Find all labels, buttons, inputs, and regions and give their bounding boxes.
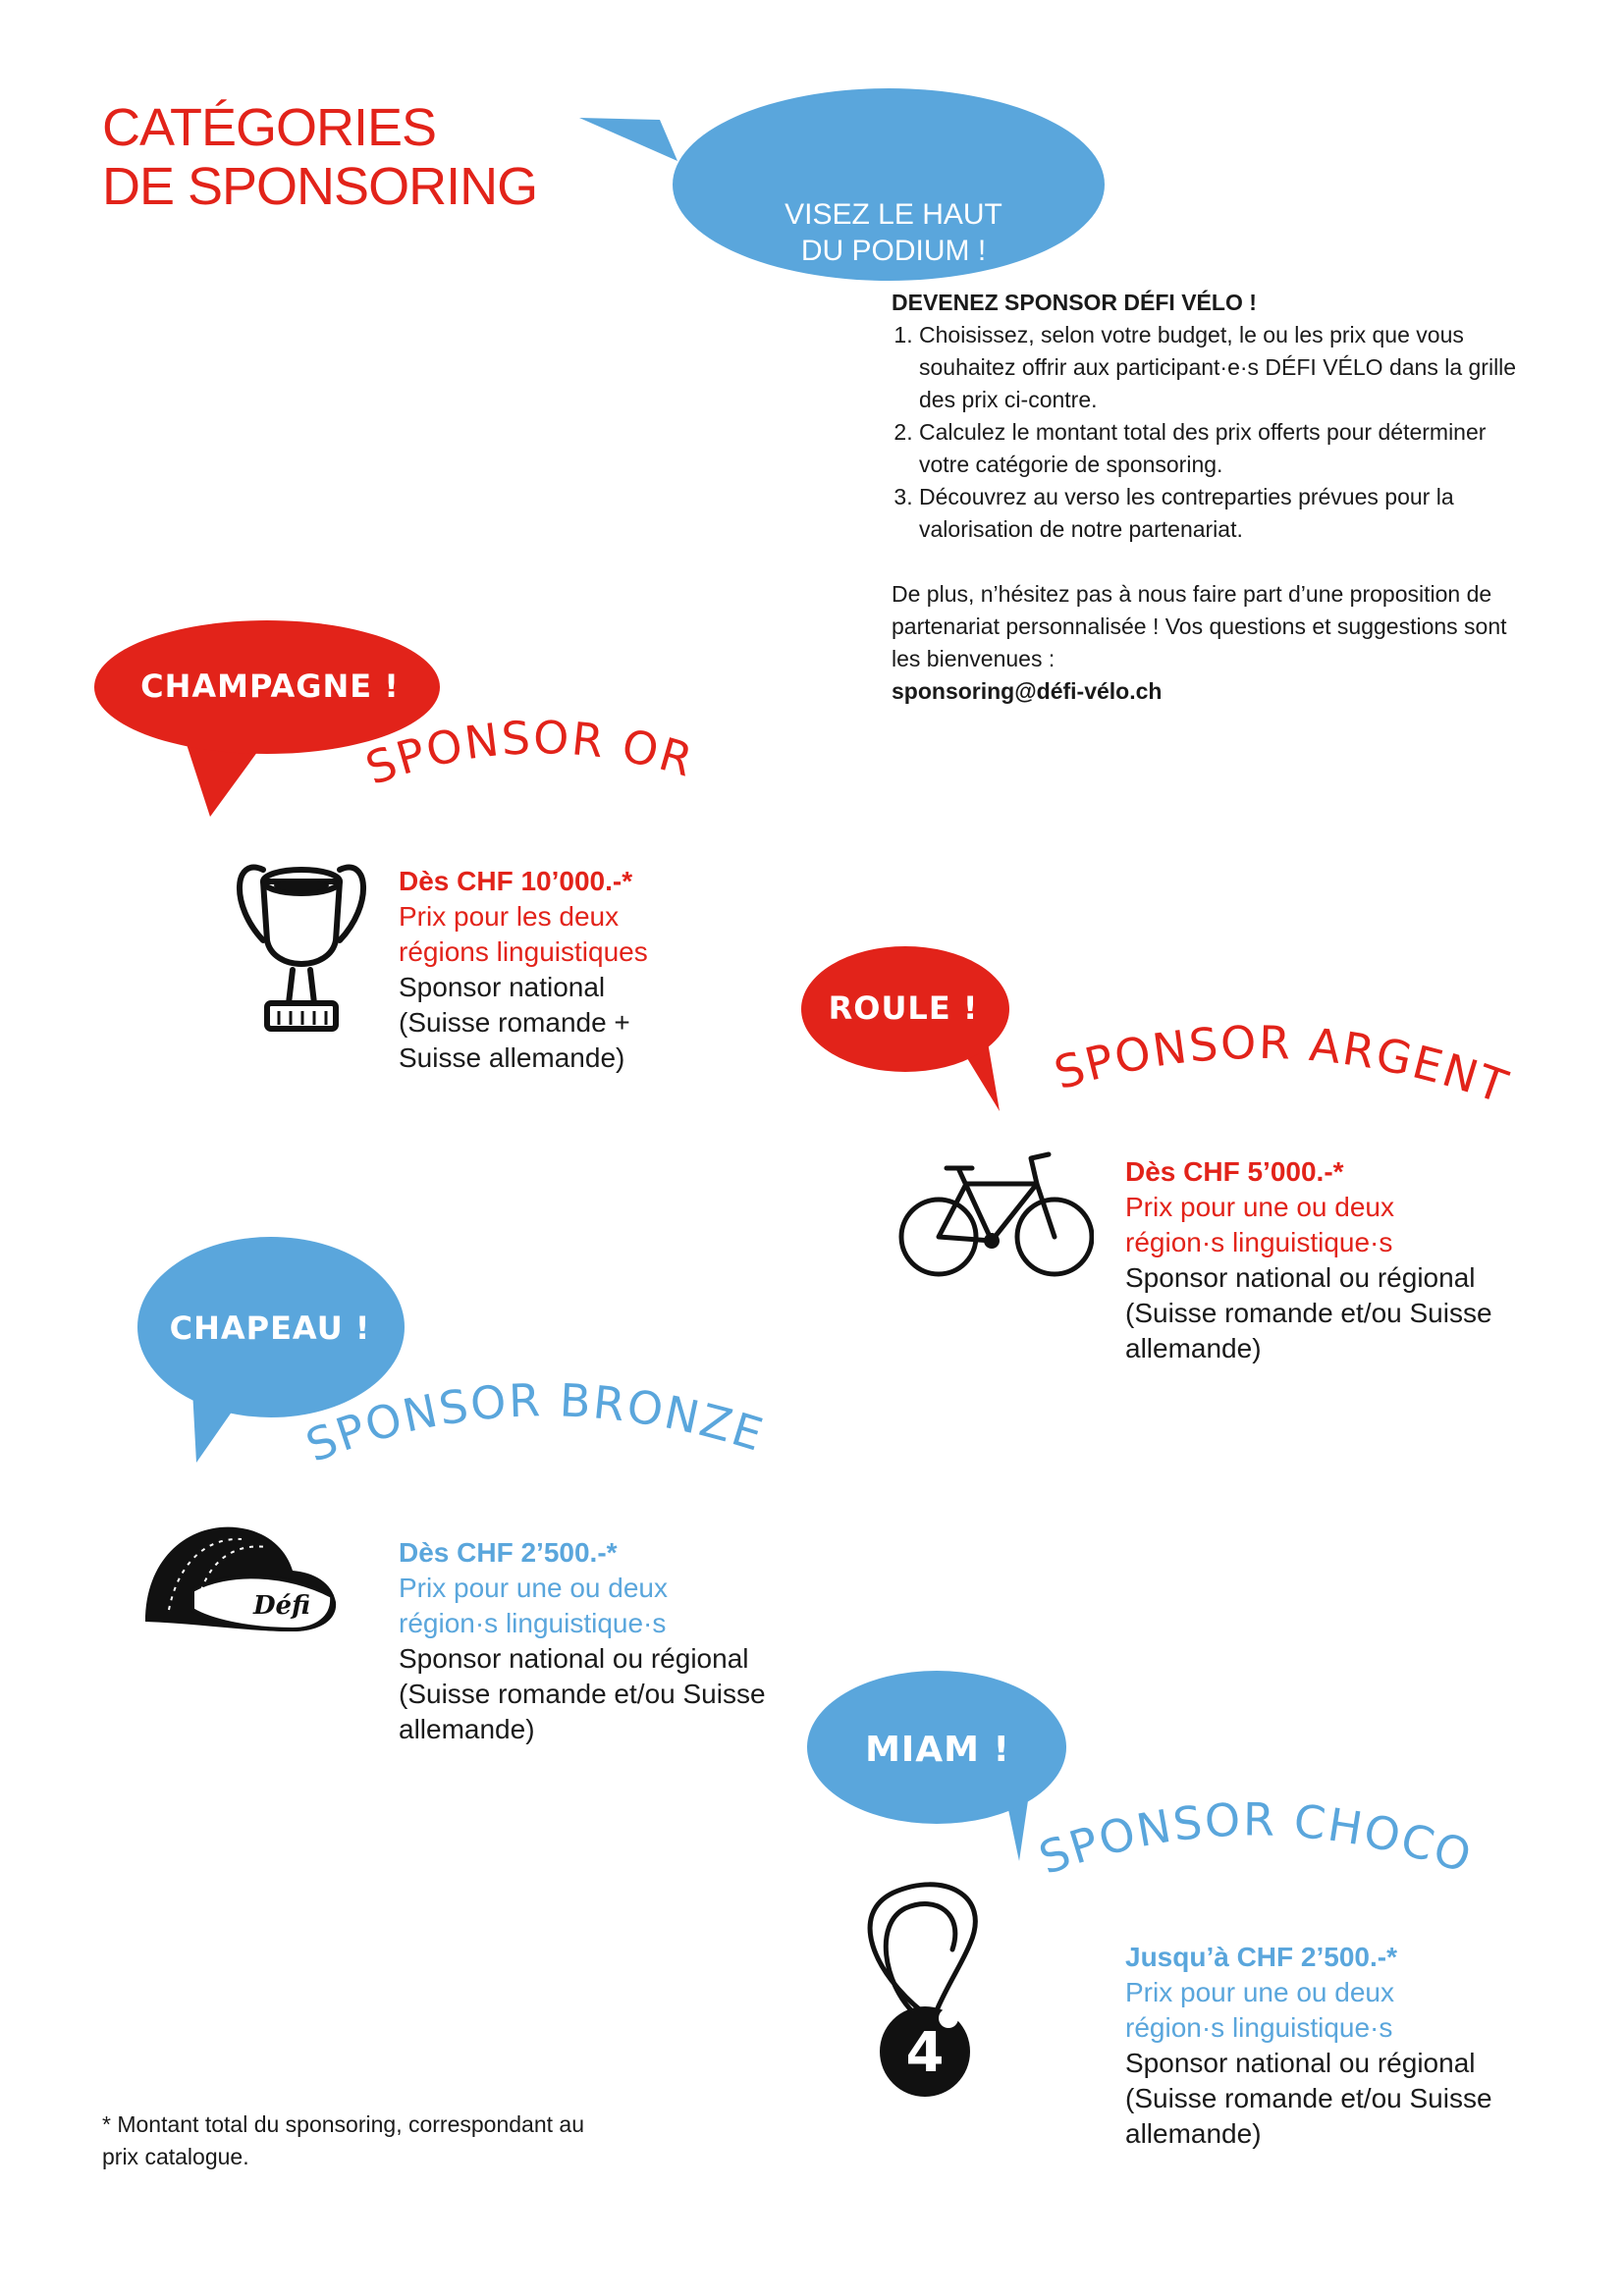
how-to-step: 1. Choisissez, selon votre budget, le ou les prix que vous souhaitez offrir aux participant·e·s DÉFI VÉLO dans la grille des prix ci-contre. xyxy=(919,319,1540,416)
how-to-block xyxy=(892,287,1540,708)
sponsor-or-price: Dès CHF 10’000.-* xyxy=(399,866,633,896)
sponsor-or-heading xyxy=(353,711,766,825)
how-to-step: 2. Calculez le montant total des prix offerts pour déterminer votre catégorie de sponsoring. xyxy=(919,416,1540,481)
intro-bubble-line-2: DU PODIUM ! xyxy=(800,235,987,267)
roule-exclaim: ROULE ! xyxy=(828,989,979,1027)
sponsor-or-details xyxy=(399,864,811,1076)
sponsor-choco-heading xyxy=(1032,1787,1528,1904)
svg-text:SPONSOR CHOCO xyxy=(1032,1792,1479,1885)
page-title-line-2: DE SPONSORING xyxy=(102,157,538,216)
sponsor-choco-details xyxy=(1125,1940,1577,2152)
svg-text:SPONSOR BRONZE xyxy=(298,1373,770,1472)
intro-bubble-line-1: VISEZ LE HAUT xyxy=(785,198,1002,231)
sponsor-argent-price: Dès CHF 5’000.-* xyxy=(1125,1156,1344,1187)
sponsor-or-label: SPONSOR OR xyxy=(358,711,701,796)
sponsor-choco-scope: Sponsor national ou régional (Suisse romande et/ou Suisse allemande) xyxy=(1125,2048,1492,2149)
how-to-heading: DEVENEZ SPONSOR DÉFI VÉLO ! xyxy=(892,290,1257,315)
trophy-icon xyxy=(228,846,375,1042)
page-title-line-1: CATÉGORIES xyxy=(102,98,437,157)
sponsor-bronze-label: SPONSOR BRONZE xyxy=(298,1373,771,1473)
sponsor-argent-regions: Prix pour une ou deux région·s linguistique·s xyxy=(1125,1192,1394,1257)
sponsor-bronze-price: Dès CHF 2’500.-* xyxy=(399,1537,618,1568)
sponsoring-email-link[interactable]: sponsoring@défi-vélo.ch xyxy=(892,678,1163,704)
sponsor-bronze-scope: Sponsor national ou régional (Suisse romande et/ou Suisse allemande) xyxy=(399,1643,766,1744)
sponsor-argent-label: SPONSOR ARGENT xyxy=(1048,1015,1516,1114)
svg-text:SPONSOR ARGENT xyxy=(1049,1016,1516,1114)
roule-speech-bubble xyxy=(799,946,1015,1123)
how-to-closing: De plus, n’hésitez pas à nous faire part d’une proposition de partenariat personnalisée ! Vos questions et suggestions sont les bienvenues : xyxy=(892,581,1507,671)
sponsor-choco-label: SPONSOR CHOCO xyxy=(1032,1792,1480,1886)
medal-text: 4 xyxy=(905,2021,945,2085)
cap-text: Défi xyxy=(253,1591,310,1621)
bicycle-icon xyxy=(897,1139,1094,1286)
champagne-exclaim: CHAMPAGNE ! xyxy=(140,667,400,705)
footnote: * Montant total du sponsoring, correspondant au prix catalogue. xyxy=(102,2111,584,2169)
sponsor-argent-details xyxy=(1125,1154,1577,1366)
sponsor-or-regions: Prix pour les deux régions linguistiques xyxy=(399,901,648,967)
chapeau-exclaim: CHAPEAU ! xyxy=(169,1309,371,1347)
sponsor-argent-scope: Sponsor national ou régional (Suisse romande et/ou Suisse allemande) xyxy=(1125,1262,1492,1363)
sponsor-bronze-details xyxy=(399,1535,821,1747)
intro-bubble-text xyxy=(756,196,1031,269)
sponsor-bronze-heading xyxy=(298,1364,835,1492)
sponsor-choco-regions: Prix pour une ou deux région·s linguistique·s xyxy=(1125,1977,1394,2043)
miam-exclaim: MIAM ! xyxy=(865,1730,1010,1770)
cap-icon xyxy=(139,1512,346,1639)
sponsor-or-scope: Sponsor national (Suisse romande + Suisse allemande) xyxy=(399,972,630,1073)
sponsor-argent-heading xyxy=(1048,1015,1581,1148)
sponsor-choco-price: Jusqu’à CHF 2’500.-* xyxy=(1125,1942,1397,1972)
how-to-steps xyxy=(892,319,1540,546)
svg-text:SPONSOR OR xyxy=(359,711,700,795)
sponsor-bronze-regions: Prix pour une ou deux région·s linguistique·s xyxy=(399,1573,668,1638)
medal-icon xyxy=(854,1875,1001,2101)
page-title xyxy=(102,98,537,216)
how-to-step: 3. Découvrez au verso les contreparties prévues pour la valorisation de notre partenariat. xyxy=(919,481,1540,546)
